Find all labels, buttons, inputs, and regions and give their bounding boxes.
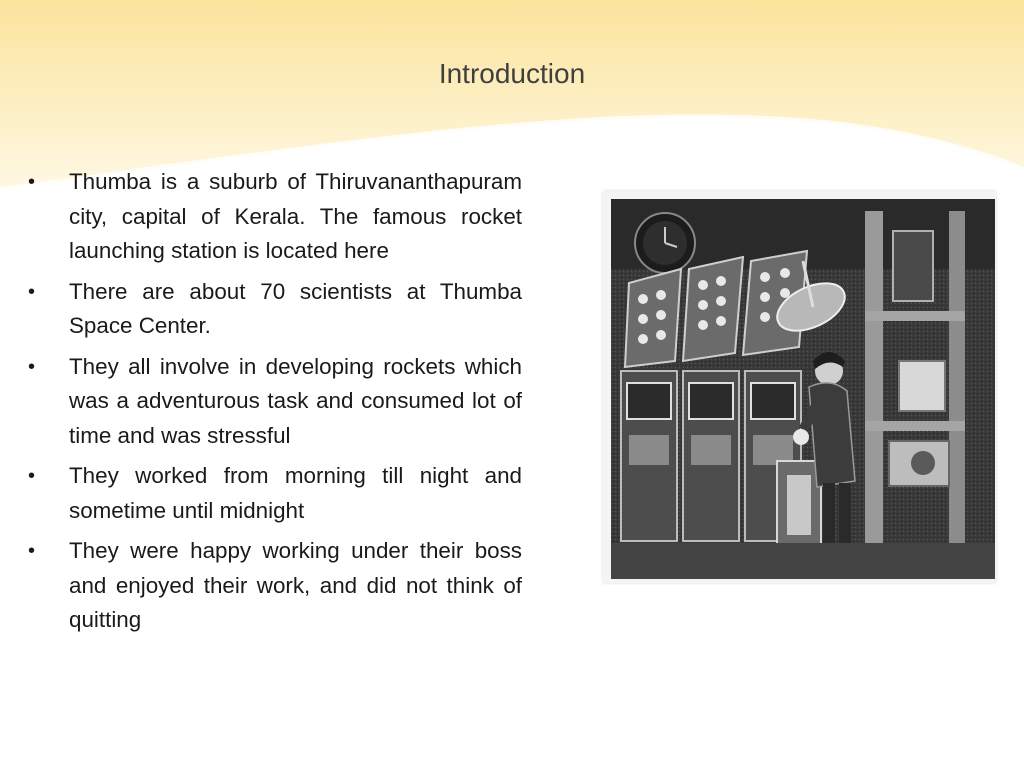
bullet-marker: •	[28, 171, 36, 193]
bullet-item	[28, 350, 522, 454]
bullet-text: They were happy working under their boss and enjoyed their work, and did not think of quitting	[69, 538, 522, 632]
bullet-marker: •	[28, 280, 36, 303]
control-room-illustration	[603, 191, 996, 583]
bullet-item	[28, 534, 522, 638]
bullet-item	[28, 165, 522, 269]
bullet-text: They worked from morning till night and sometime until midnight	[69, 463, 522, 523]
slide-title: Introduction	[438, 58, 586, 89]
bullet-list	[28, 165, 522, 644]
control-room-photo	[603, 191, 996, 583]
bullet-marker: •	[28, 465, 36, 487]
bullet-marker: •	[28, 355, 36, 378]
bullet-marker: •	[28, 540, 36, 562]
bullet-item	[28, 275, 522, 344]
bullet-text: Thumba is a suburb of Thiruvananthapuram city, capital of Kerala. The famous rocket launching station is located here	[69, 169, 522, 263]
bullet-text: There are about 70 scientists at Thumba Space Center.	[69, 278, 522, 338]
bullet-item	[28, 459, 522, 528]
bullet-text: They all involve in developing rockets which was a adventurous task and consumed lot of time and was stressful	[69, 353, 522, 448]
